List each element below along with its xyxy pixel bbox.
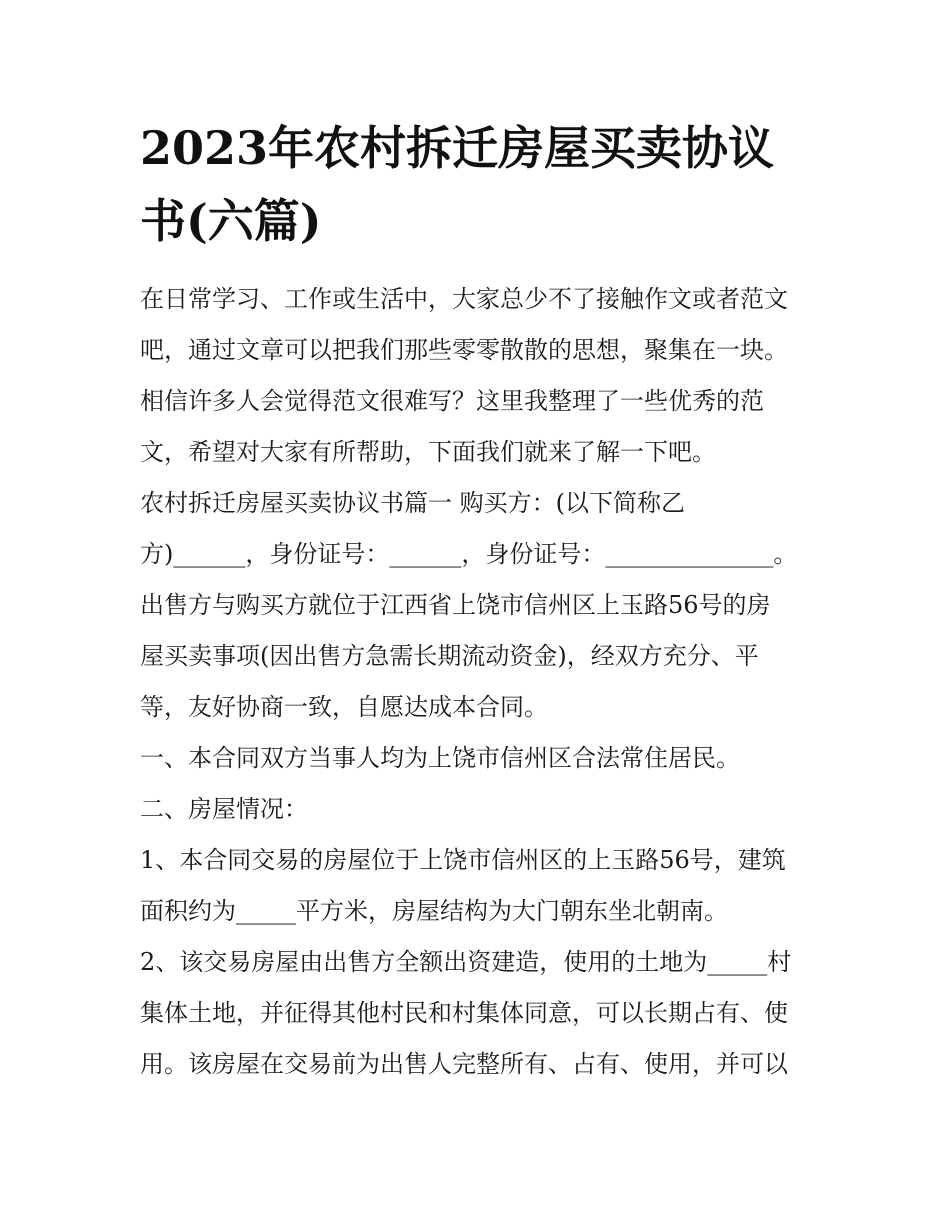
body-line: 一、本合同双方当事人均为上饶市信州区合法常住居民。 bbox=[140, 744, 740, 772]
body-line: 集体土地，并征得其他村民和村集体同意，可以长期占有、使 bbox=[140, 999, 788, 1027]
document-body bbox=[140, 274, 820, 1090]
body-line: 2、该交易房屋由出售方全额出资建造，使用的土地为_____村 bbox=[140, 948, 792, 976]
body-line: 农村拆迁房屋买卖协议书篇一 购买方：(以下简称乙 bbox=[140, 489, 685, 517]
body-line: 面积约为_____平方米，房屋结构为大门朝东坐北朝南。 bbox=[140, 897, 728, 925]
body-line: 文，希望对大家有所帮助，下面我们就来了解一下吧。 bbox=[140, 438, 716, 466]
body-line: 吧，通过文章可以把我们那些零零散散的思想，聚集在一块。 bbox=[140, 336, 788, 364]
body-line: 方)______，身份证号：______，身份证号：______________。 bbox=[140, 540, 798, 568]
body-line: 出售方与购买方就位于江西省上饶市信州区上玉路56号的房 bbox=[140, 591, 771, 619]
body-line: 屋买卖事项(因出售方急需长期流动资金)，经双方充分、平 bbox=[140, 642, 759, 670]
document-title bbox=[140, 112, 820, 258]
body-line: 在日常学习、工作或生活中，大家总少不了接触作文或者范文 bbox=[140, 285, 788, 313]
body-line: 等，友好协商一致，自愿达成本合同。 bbox=[140, 693, 548, 721]
body-line: 1、本合同交易的房屋位于上饶市信州区的上玉路56号，建筑 bbox=[140, 846, 786, 874]
body-line: 相信许多人会觉得范文很难写？这里我整理了一些优秀的范 bbox=[140, 387, 764, 415]
title-line-1: 2023年农村拆迁房屋买卖协议 bbox=[140, 121, 775, 175]
title-line-2: 书(六篇) bbox=[140, 194, 322, 248]
body-line: 二、房屋情况： bbox=[140, 795, 308, 823]
body-line: 用。该房屋在交易前为出售人完整所有、占有、使用，并可以 bbox=[140, 1050, 788, 1078]
